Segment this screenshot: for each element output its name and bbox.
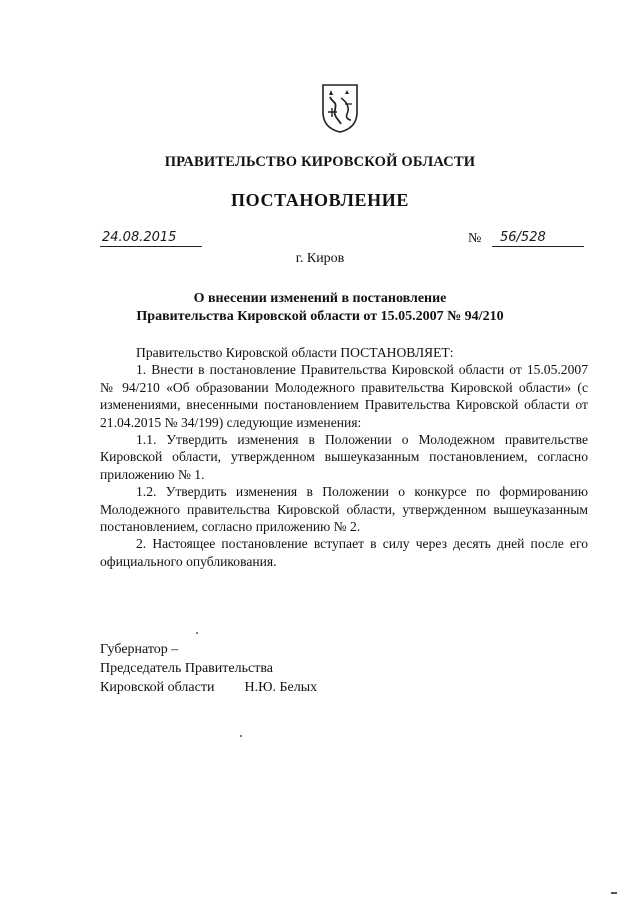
scan-speck [240,735,242,737]
subject-line-1: О внесении изменений в постановление [193,291,447,306]
signatory-name: Н.Ю. Белых [244,680,318,695]
document-subject [0,290,640,326]
subject-line-2: Правительства Кировской области от 15.05.2007 № 94/210 [136,309,504,324]
intro-paragraph: Правительство Кировской области ПОСТАНОВЛЯЕТ: [136,345,454,360]
paragraph-1-1: 1.1. Утвердить изменения в Положении о Молодежном правительстве Кировской области, утвержденном вышеуказанным постановлением, согласно приложению № 1. [100,432,588,482]
document-type: ПОСТАНОВЛЕНИЕ [231,190,409,210]
signature-block [100,640,317,697]
document-body [100,344,588,570]
paragraph-1-2: 1.2. Утвердить изменения в Положении о конкурсе по формированию Молодежного правительства Кировской области, утвержденном вышеуказанным постановлением, согласно приложению № 2. [100,484,588,535]
kirov-oblast-coat-of-arms-icon [319,82,361,134]
signature-line-3 [100,678,317,697]
date-field [100,230,202,247]
handwritten-date: 24.08.2015 [102,230,177,245]
number-field [492,230,584,247]
paragraph-2: 2. Настоящее постановление вступает в силу через десять дней после его официального опубликования. [100,536,588,569]
paragraph-1: 1. Внести в постановление Правительства Кировской области от 15.05.2007 № 94/210 «Об образовании Молодежного правительства Кировской области» (с изменениями, внесенными постановлением Правительства Кировской области от 21.04.2015 № 34/199) следующие изменения: [100,362,588,430]
handwritten-number: 56/528 [500,230,546,245]
government-title: ПРАВИТЕЛЬСТВО КИРОВСКОЙ ОБЛАСТИ [164,154,476,170]
signature-line-1: Губернатор – [100,642,179,657]
number-label: № [468,231,482,246]
city: г. Киров [295,251,345,266]
scan-speck [611,892,617,894]
signature-line-2: Председатель Правительства [100,661,273,676]
scan-speck [196,632,198,634]
signature-region: Кировской области [100,680,215,695]
